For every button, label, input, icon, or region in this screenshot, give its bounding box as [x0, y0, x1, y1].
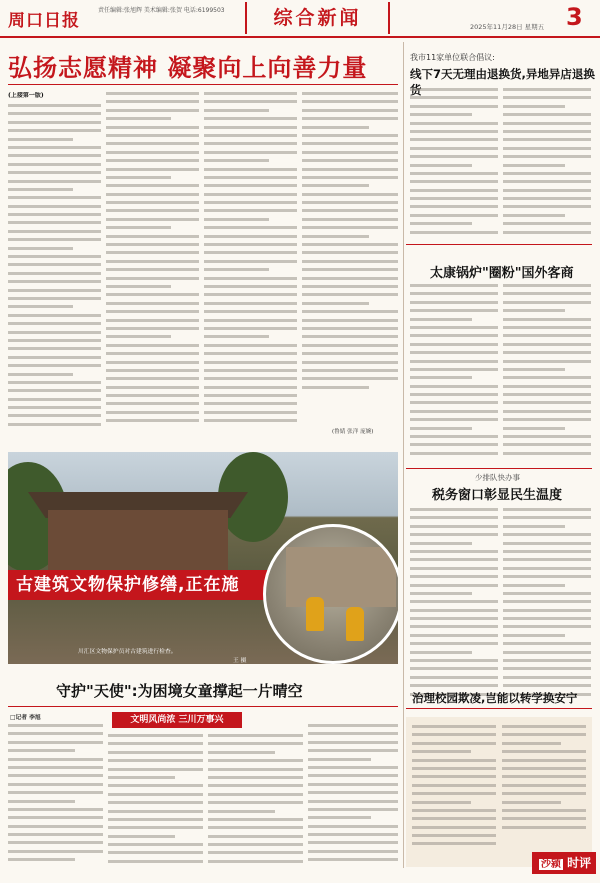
photo-caption: 川汇区文物保护员对古建筑进行检查。 — [78, 649, 177, 655]
right-top-kicker: 我市11家单位联合倡议: — [410, 53, 495, 62]
divider — [8, 84, 398, 85]
main-story-column-4 — [302, 92, 398, 442]
column-divider — [403, 42, 404, 868]
restoration-photo — [8, 452, 398, 664]
column-tag — [532, 852, 596, 874]
inset-photo — [263, 524, 398, 664]
right-mid-text-1 — [410, 284, 498, 464]
newspaper-logo: 周口日报 — [8, 11, 80, 31]
commentary-box — [406, 717, 592, 867]
commentary-text-2 — [502, 725, 586, 845]
commentary-headline: 治理校园欺凌,岂能以转学换安宁 — [412, 691, 578, 705]
column-tag-b: 时评 — [567, 856, 592, 870]
commentary-text-1 — [412, 725, 496, 857]
bottom-story-subhead: 文明风尚浓 三川万事兴 — [112, 712, 242, 728]
photo-banner: 古建筑文物保护修缮,正在施 — [8, 570, 308, 600]
right-lower-kicker: 少排队快办事 — [475, 473, 520, 482]
column-tag-a: 沙颍 — [540, 859, 561, 870]
bottom-story-headline: 守护"天使":为困境女童撑起一片晴空 — [56, 682, 303, 700]
bottom-text-4 — [308, 724, 398, 874]
right-lower-headline: 税务窗口彰显民生温度 — [432, 488, 563, 503]
main-story-byline: (上接第一版) — [8, 92, 44, 99]
section-title: 综合新闻 — [245, 2, 390, 34]
divider — [8, 706, 398, 707]
masthead — [0, 0, 600, 38]
divider — [406, 708, 592, 709]
page-number: 3 — [566, 3, 583, 31]
right-top-text-2 — [503, 88, 591, 240]
main-story-sign: (鲁婧 张洋 庞婉) — [332, 429, 374, 435]
main-story-column-3 — [204, 92, 297, 442]
main-headline: 弘扬志愿精神 凝聚向上向善力量 — [8, 54, 368, 82]
issue-date: 2025年11月28日 星期五 — [470, 23, 545, 31]
right-mid-headline: 太康锅炉"圈粉"国外客商 — [430, 266, 574, 281]
text-lines — [106, 92, 199, 442]
photo-credit: 王 摄 — [233, 658, 247, 664]
bottom-text-3 — [208, 734, 303, 874]
worker — [346, 607, 364, 641]
text-lines — [8, 104, 101, 442]
right-top-text-1 — [410, 88, 498, 240]
worker — [306, 597, 324, 631]
main-story-column-2 — [106, 92, 199, 442]
main-story-column-1 — [8, 92, 101, 442]
right-mid-text-2 — [503, 284, 591, 464]
text-lines — [204, 92, 297, 442]
right-lower-text-1 — [410, 508, 498, 704]
right-lower-text-2 — [503, 508, 591, 704]
editor-info: 责任编辑:张旭辉 美术编辑:张贺 电话:6199503 — [98, 7, 225, 14]
inset-wall — [286, 547, 396, 607]
bottom-story-byline: □记者 李旭 — [10, 715, 41, 721]
divider — [406, 244, 592, 245]
bottom-text-1 — [8, 724, 103, 874]
bottom-text-2 — [108, 734, 203, 874]
divider — [406, 468, 592, 469]
text-lines — [302, 92, 398, 422]
right-top-headline: 线下7天无理由退换货,异地异店退换 — [410, 67, 595, 81]
